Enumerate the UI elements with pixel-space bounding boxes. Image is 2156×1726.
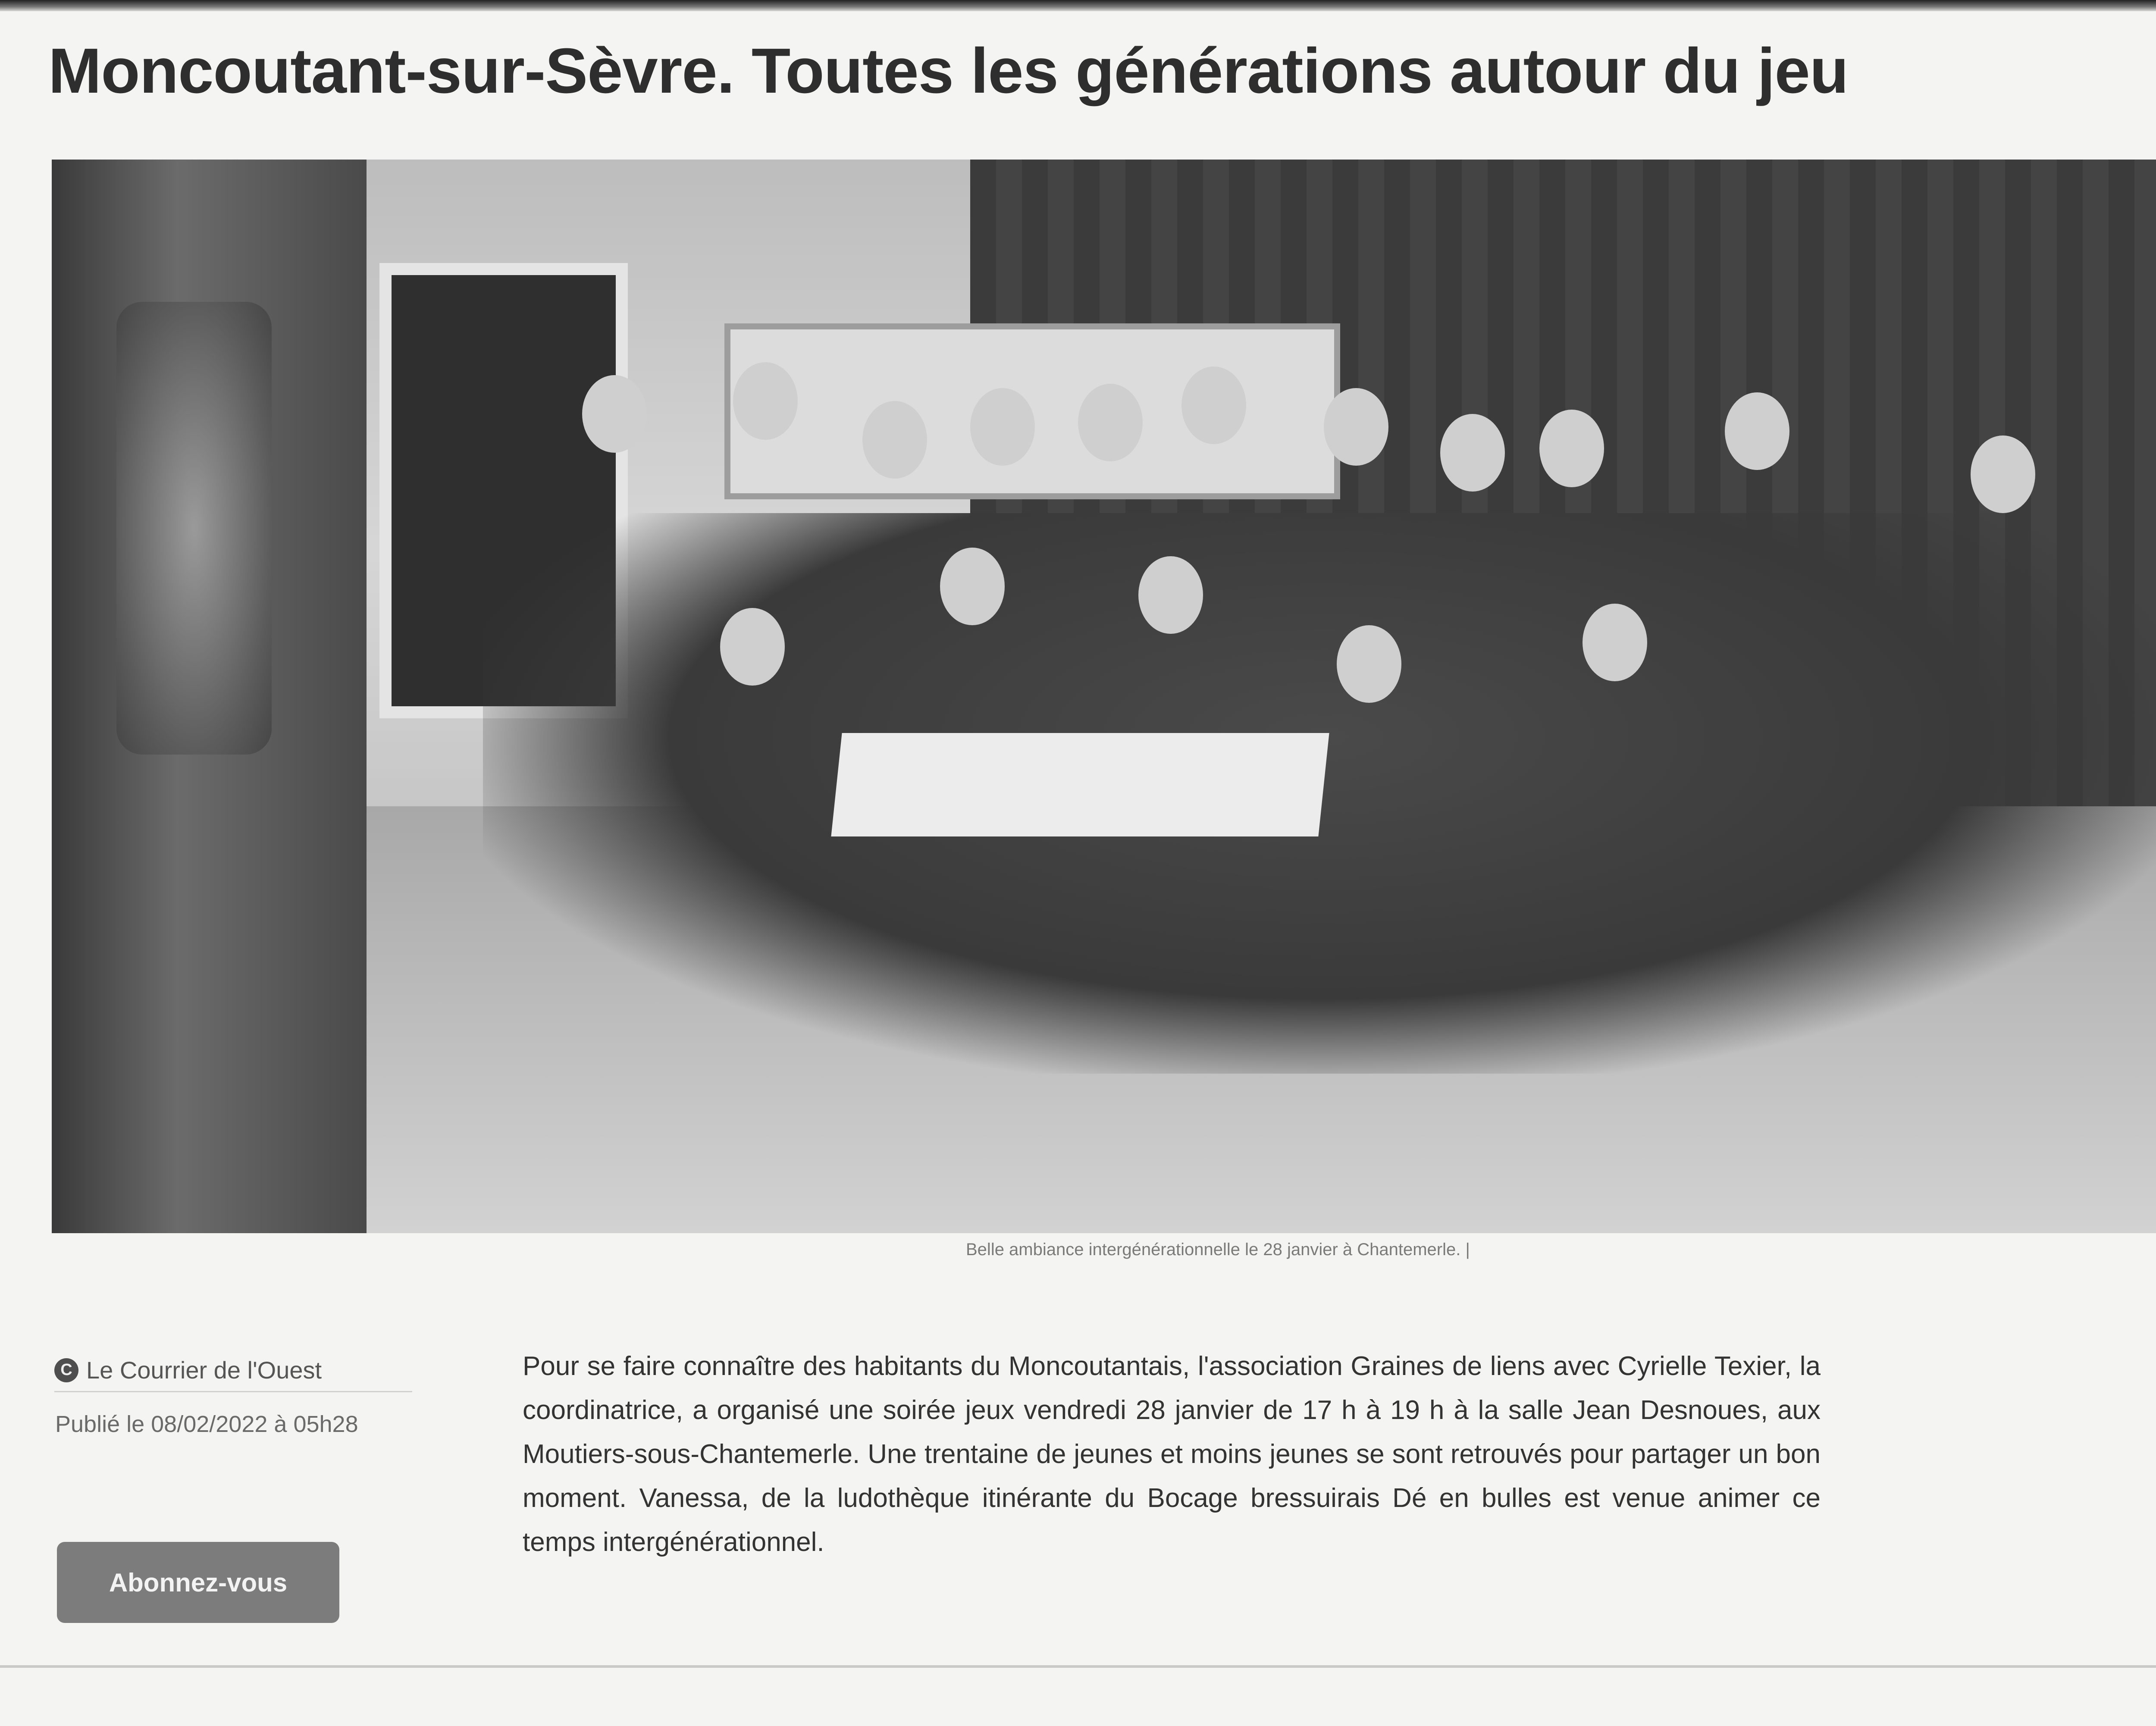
scan-edge-bottom <box>0 1665 2156 1668</box>
photo-person <box>1324 388 1388 466</box>
publication-date: Publié le 08/02/2022 à 05h28 <box>55 1411 358 1437</box>
photo-person <box>1078 384 1143 461</box>
subscribe-button[interactable]: Abonnez-vous <box>57 1542 339 1623</box>
photo-person <box>862 401 927 479</box>
photo-person <box>1725 392 1789 470</box>
photo-person <box>970 388 1035 466</box>
photo-person <box>1337 625 1401 703</box>
photo-person <box>1583 604 1647 681</box>
scan-edge-top <box>0 0 2156 11</box>
photo-person <box>733 362 798 440</box>
photo-person <box>1138 556 1203 634</box>
source-divider <box>54 1391 412 1392</box>
article-body: Pour se faire connaître des habitants du Moncoutantais, l'association Graines de liens avec Cyrielle Texier, la coordinatrice, a organisé une soirée jeux vendredi 28 janvier de 17 h à 19 h à la salle Jean Desnoues, aux Moutiers-sous-Chantemerle. Une trentaine de jeunes et moins jeunes se sont retrouvés pour partager un bon moment. Vanessa, de la ludothèque itinérante du Bocage bressuirais Dé en bulles est venue animer ce temps intergénérationnel. <box>523 1351 1821 1557</box>
source-logo-icon: C <box>54 1358 78 1382</box>
photo-person <box>1440 414 1505 492</box>
photo-person <box>1181 367 1246 444</box>
photo-person <box>940 548 1005 625</box>
article-headline: Moncoutant-sur-Sèvre. Toutes les générations autour du jeu <box>48 35 1849 107</box>
photo-person <box>720 608 785 686</box>
source-name: Le Courrier de l'Ouest <box>86 1356 322 1384</box>
photo-person <box>582 375 647 453</box>
article-source[interactable] <box>54 1356 322 1384</box>
photo-person <box>1971 435 2035 513</box>
photo-blurred-object <box>116 302 272 755</box>
photo-person <box>1539 410 1604 487</box>
article-photo <box>52 160 2156 1233</box>
photo-game-table <box>831 733 1329 836</box>
photo-caption: Belle ambiance intergénérationnelle le 28 janvier à Chantemerle. | <box>966 1240 1470 1259</box>
